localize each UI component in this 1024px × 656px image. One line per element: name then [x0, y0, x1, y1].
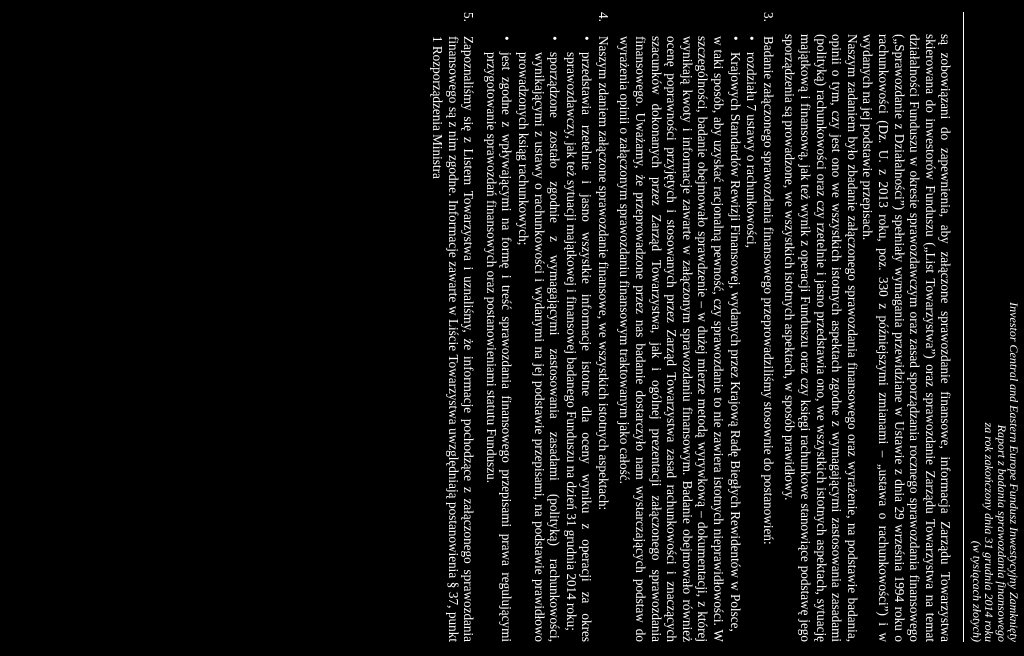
section-3-list — [727, 36, 759, 642]
section-5-number: 5. — [461, 12, 477, 22]
bullet-icon: • — [499, 36, 515, 41]
header-fund-name: Investor Central and Eastern Europe Fundusz Inwestycyjny Zamknięty — [1007, 302, 1021, 642]
header-units: (w tysiącach złotych) — [969, 540, 984, 642]
section-4 — [482, 12, 611, 642]
section-3-text: Badanie załączonego sprawozdania finansowego przeprowadziliśmy stosownie do postanowień: — [760, 36, 776, 545]
header-period: za rok zakończony dnia 31 grudnia 2014 roku — [982, 422, 997, 642]
bullet-icon: • — [727, 36, 743, 41]
list-item: • Krajowych Standardów Rewizji Finansowej, wydanych przez Krajową Radę Biegłych Rewidentów w Polsce, — [727, 36, 743, 632]
section-3 — [617, 12, 776, 642]
bullet-icon: • — [579, 36, 595, 41]
list-item: • przedstawia rzetelnie i jasno wszystkie informacje istotne dla oceny wyniku z operacji za okres sprawozdawczy, jak też sytuacji majątkowej i finansowej badanego Funduszu na dzień 31 grudnia 2014 roku; — [563, 36, 595, 642]
section-4-text: Naszym zdaniem załączone sprawozdanie finansowe, we wszystkich istotnych aspektach: — [595, 36, 611, 511]
list-item: • sporządzone zostało zgodnie z wymagającymi zastosowania zasadami (polityką) rachunkowości, wynikającymi z ustawy o rachunkowości i wydanymi na jej podstawie przepisami, na podstawie prawidłowo prowadzonych ksiąg rachunkowych; — [515, 36, 563, 642]
list-item: • rozdziału 7 ustawy o rachunkowości, — [744, 36, 760, 248]
section-3-number: 3. — [760, 12, 776, 22]
header-report-title: Raport z badania sprawozdania finansowego — [994, 424, 1009, 642]
report-header — [970, 12, 1020, 642]
list-item: • jest zgodne z wpływającymi na formę i treść sprawozdania finansowego przepisami prawa regulującymi przygotowanie sprawozdań finansowych oraz postanowieniami statutu Funduszu. — [483, 36, 515, 642]
intro-paragraph: są zobowiązani do zapewnienia, aby załączone sprawozdanie finansowe, informacja Zarządu Towarzystwa skierowana do inwestorów Funduszu („List Towarzystwa”) oraz sprawozdanie Zarządu Towarzystwa na temat działalności Funduszu w okresie sprawozdawczym oraz zasad sporządzania rocznego sprawozdania finansowego („Sprawozdanie z Działalności”) spełniały wymagania przewidziane w Ustawie z dnia 29 września 1994 roku o rachunkowości (Dz. U. z 2013 roku, poz. 330 z późniejszymi zmianami – „ustawa o rachunkowości”) i w wydanych na jej podstawie przepisach. — [860, 34, 954, 642]
section-4-list — [483, 36, 594, 642]
section-5 — [429, 12, 476, 642]
section-5-text: Zapoznaliśmy się z Listem Towarzystwa i uznaliśmy, że informacje pochodzące z załączonego sprawozdania finansowego są z nim zgodne. Informacje zawarte w Liście Towarzystwa uwzględniają postanowienia § 37, punkt 1 Rozporządzenia Ministra — [429, 36, 477, 642]
bullet-icon: • — [547, 36, 563, 41]
header-divider — [963, 12, 964, 642]
intro-paragraph-2: Naszym zadaniem było zbadanie załączonego sprawozdania finansowego oraz wyrażenie, na podstawie badania, opinii o tym, czy jest ono we wszystkich istotnych aspektach zgodne z wymagającymi zastosowania zasadami (polityką) rachunkowości oraz czy rzetelnie i jasno przedstawia ono, we wszystkich istotnych aspektach, sytuację majątkową i finansową, jak też wynik z operacji Funduszu oraz czy księgi rachunkowe stanowiące podstawę jego sporządzenia są prowadzone, we wszystkich istotnych aspektach, w sposób prawidłowy. — [782, 34, 860, 642]
section-4-number: 4. — [595, 12, 611, 22]
bullet-icon: • — [744, 36, 760, 41]
section-3-after: w taki sposób, aby uzyskać racjonalną pewność, czy sprawozdanie to nie zawiera istotnych nieprawidłowości. W szczególności, badanie obejmowało sprawdzenie – w dużej mierze metodą wyrywkową – dokumentacji, z której wynikają kwoty i informacje zawarte w załączonym sprawozdaniu finansowym. Badanie obejmowało również ocenę poprawności przyjętych i stosowanych przez Zarząd Towarzystwa zasad rachunkowości i znaczących szacunków dokonanych przez Zarząd Towarzystwa, jak i ogólnej prezentacji załączonego sprawozdania finansowego. Uważamy, że przeprowadzone przez nas badanie dostarczyło nam wystarczających podstaw do wyrażenia opinii o załączonym sprawozdaniu finansowym traktowanym jako całość. — [617, 36, 727, 642]
